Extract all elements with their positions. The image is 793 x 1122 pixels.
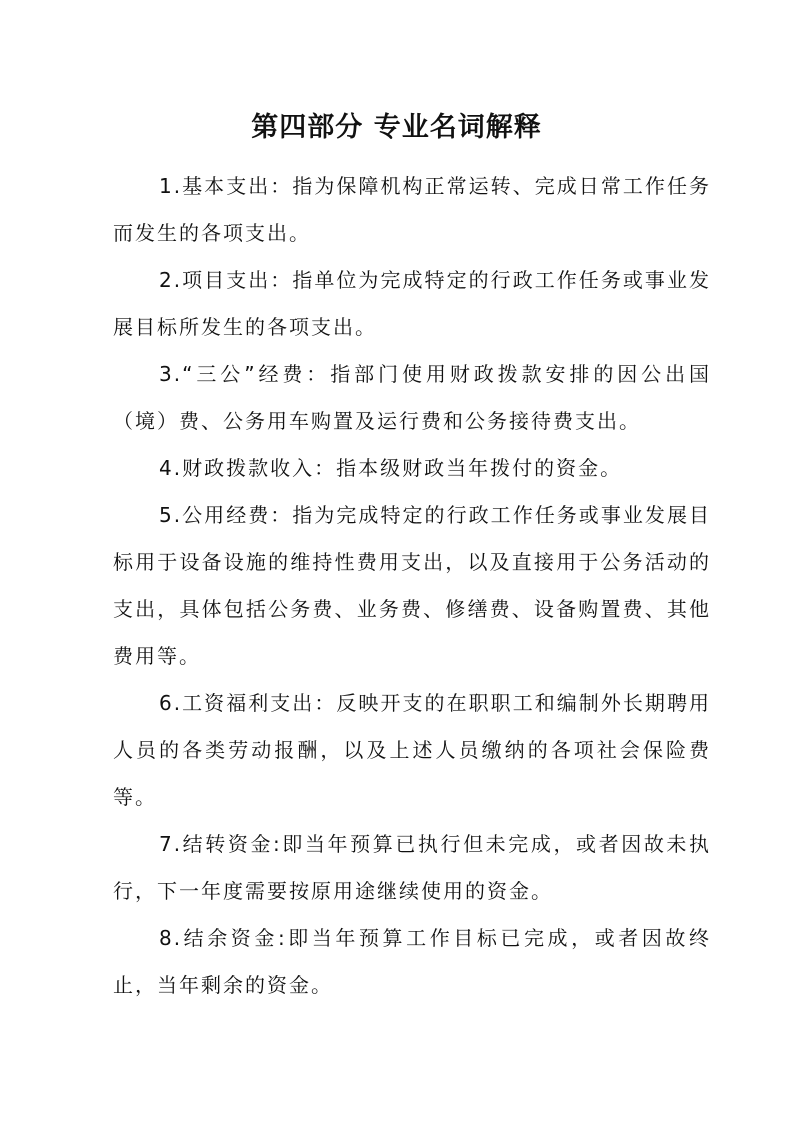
term-label: 8.结余资金: — [159, 926, 287, 950]
term-definition: 指单位为完成特定的行政工作任务或事业发展目标所发生的各项支出。 — [113, 268, 711, 339]
term-label: 7.结转资金: — [159, 832, 282, 856]
definition-item — [113, 445, 711, 492]
term-definition: 指部门使用财政拨款安排的因公出国（境）费、公务用车购置及运行费和公务接待费支出。 — [113, 362, 711, 433]
term-label: 6.工资福利支出： — [159, 691, 337, 715]
term-definition: 即当年预算已执行但未完成，或者因故未执行，下一年度需要按原用途继续使用的资金。 — [113, 832, 712, 903]
page-title: 第四部分 专业名词解释 — [251, 112, 542, 143]
definition-item — [113, 257, 711, 351]
term-label: 1.基本支出： — [159, 174, 293, 198]
definition-item — [113, 915, 711, 1009]
definition-list — [113, 163, 711, 1009]
term-label: 4.财政拨款收入： — [159, 456, 337, 480]
definition-item — [113, 492, 711, 680]
term-definition: 指本级财政当年拨付的资金。 — [336, 456, 623, 480]
definition-item — [113, 821, 711, 915]
term-label: 2.项目支出： — [159, 268, 293, 292]
term-definition: 反映开支的在职职工和编制外长期聘用人员的各类劳动报酬，以及上述人员缴纳的各项社会保险费等。 — [113, 691, 711, 809]
term-label: 5.公用经费： — [159, 503, 293, 527]
term-definition: 指为完成特定的行政工作任务或事业发展目标用于设备设施的维持性费用支出，以及直接用于公务活动的支出，具体包括公务费、业务费、修缮费、设备购置费、其他费用等。 — [113, 503, 711, 668]
definition-item — [113, 163, 711, 257]
term-definition: 即当年预算工作目标已完成，或者因故终止，当年剩余的资金。 — [113, 926, 711, 997]
term-definition: 指为保障机构正常运转、完成日常工作任务而发生的各项支出。 — [113, 174, 711, 245]
definition-item — [113, 680, 711, 821]
term-label: 3.“三公”经费： — [159, 362, 331, 386]
definition-item — [113, 351, 711, 445]
